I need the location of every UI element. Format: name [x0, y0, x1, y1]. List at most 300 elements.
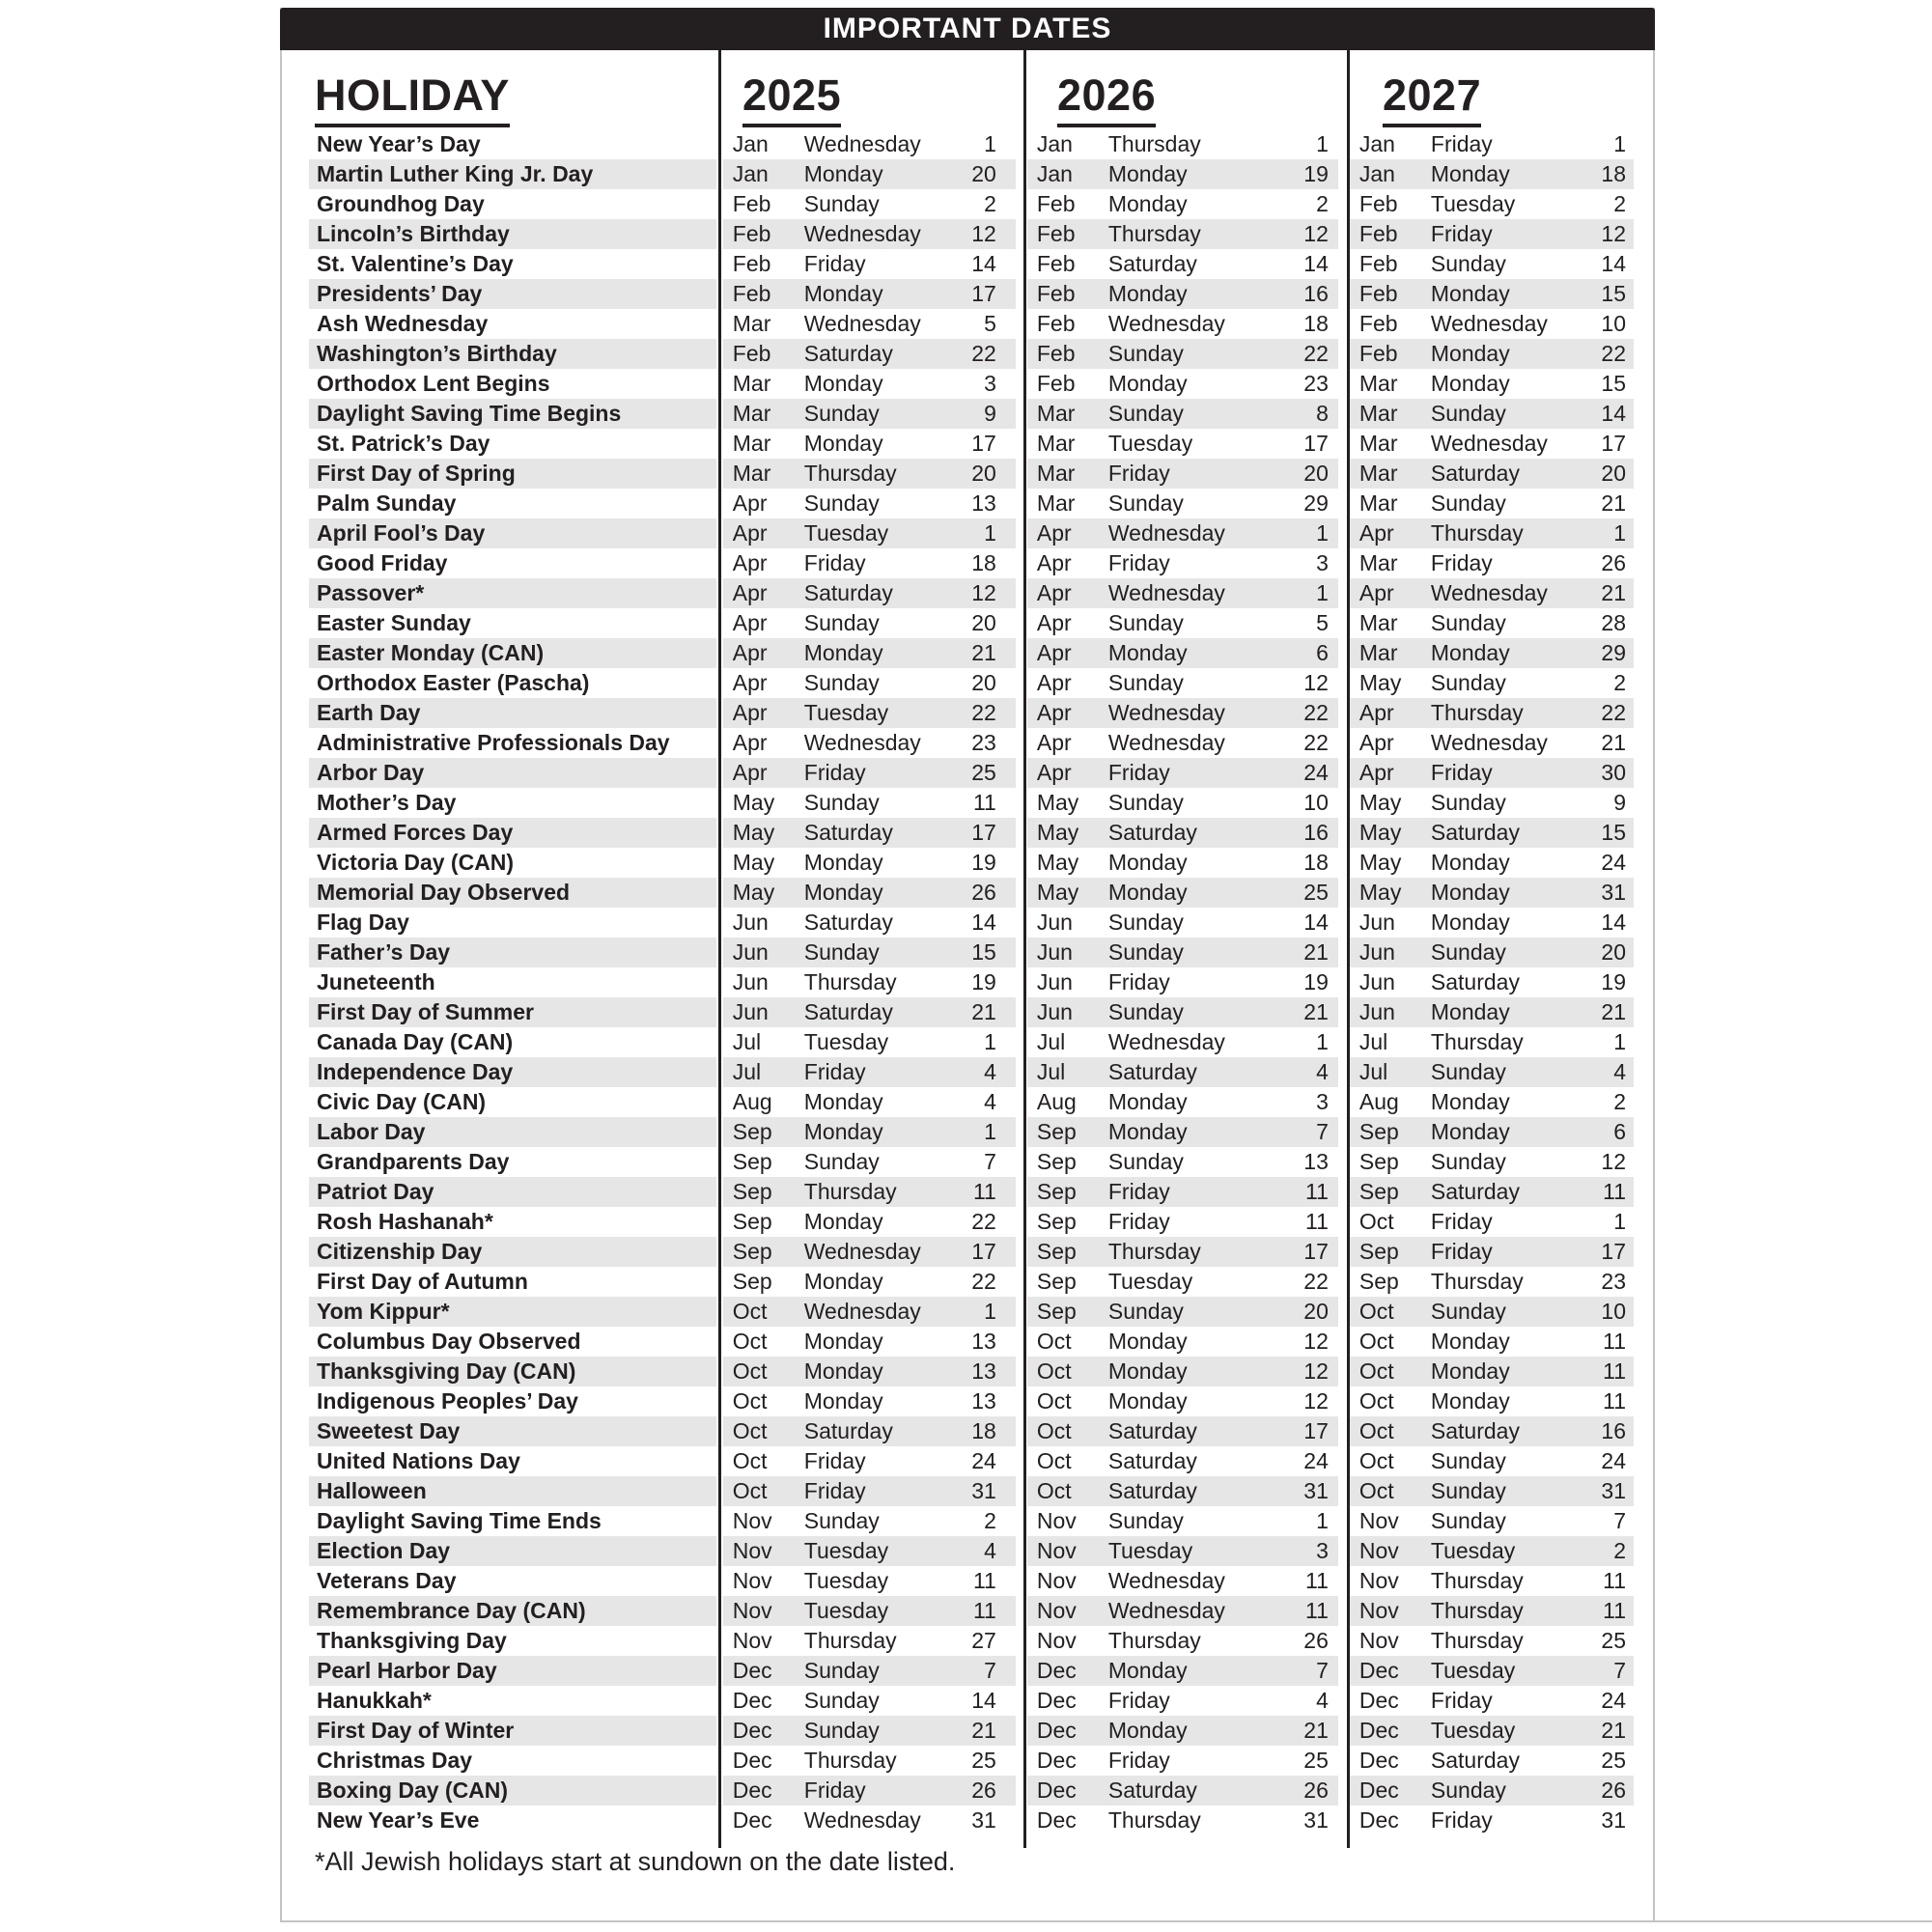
year-2026-cell	[1023, 279, 1346, 309]
day-cell: 20	[1303, 461, 1329, 486]
day-cell: 31	[971, 1478, 996, 1503]
table-row	[282, 848, 1653, 878]
day-cell: 19	[1601, 969, 1627, 994]
holiday-name: St. Patrick’s Day	[317, 431, 490, 456]
holiday-column-header: HOLIDAY	[315, 73, 510, 127]
holiday-name: Daylight Saving Time Ends	[317, 1508, 602, 1533]
year-2025-cell	[719, 1027, 1023, 1057]
weekday-cell: Sunday	[803, 939, 880, 965]
month-cell: Nov	[1358, 1508, 1399, 1533]
weekday-cell: Friday	[1430, 1688, 1493, 1713]
year-2025-cell	[719, 578, 1023, 608]
weekday-cell: Wednesday	[1107, 1598, 1225, 1623]
weekday-cell: Sunday	[1107, 610, 1184, 635]
day-cell: 31	[971, 1807, 996, 1833]
holiday-name: Remembrance Day (CAN)	[282, 1596, 719, 1626]
day-cell: 31	[1303, 1807, 1329, 1833]
year-2027-cell	[1346, 908, 1653, 938]
table-row	[282, 1746, 1653, 1776]
weekday-cell: Monday	[803, 371, 883, 396]
table-row	[282, 578, 1653, 608]
month-cell: Mar	[1358, 610, 1398, 635]
table-row	[282, 608, 1653, 638]
table-row	[282, 908, 1653, 938]
month-cell: Aug	[732, 1089, 772, 1114]
year-2025-cell	[719, 1327, 1023, 1357]
table-row	[282, 967, 1653, 997]
weekday-cell: Sunday	[803, 1658, 880, 1683]
day-cell: 1	[984, 520, 996, 546]
weekday-cell: Thursday	[803, 461, 897, 486]
weekday-cell: Sunday	[1430, 1149, 1506, 1174]
weekday-cell: Tuesday	[1430, 1658, 1516, 1683]
year-2026-cell	[1023, 1506, 1346, 1536]
year-2027-cell	[1346, 1566, 1653, 1596]
weekday-cell: Thursday	[803, 1179, 897, 1204]
holiday-name: Arbor Day	[282, 758, 719, 788]
month-cell: Jul	[1036, 1029, 1066, 1054]
holiday-name: Orthodox Easter (Pascha)	[317, 670, 590, 695]
month-cell: Oct	[732, 1358, 768, 1384]
table-row	[282, 429, 1653, 459]
month-cell: Jul	[1358, 1059, 1388, 1084]
table-row	[282, 728, 1653, 758]
year-2026-cell	[1023, 518, 1346, 548]
weekday-cell: Saturday	[803, 1418, 893, 1443]
weekday-cell: Sunday	[1430, 610, 1506, 635]
weekday-cell: Thursday	[1107, 1628, 1201, 1653]
day-cell: 23	[1601, 1269, 1627, 1294]
month-cell: Oct	[1036, 1358, 1072, 1384]
weekday-cell: Saturday	[1107, 1448, 1197, 1473]
year-2026-cell	[1023, 1596, 1346, 1626]
holiday-name: Thanksgiving Day	[317, 1628, 507, 1653]
year-2025-cell	[719, 518, 1023, 548]
table-row	[282, 1446, 1653, 1476]
year-2027-cell	[1346, 1806, 1653, 1835]
year-2026-cell	[1023, 129, 1346, 159]
day-cell: 21	[1601, 999, 1627, 1024]
month-cell: Nov	[1036, 1628, 1077, 1653]
year-2025-cell	[719, 1117, 1023, 1147]
year-2027-cell	[1346, 1476, 1653, 1506]
weekday-cell: Saturday	[1107, 1478, 1197, 1503]
year-2026-cell	[1023, 1686, 1346, 1716]
table-row	[282, 1207, 1653, 1237]
month-cell: Jan	[1358, 131, 1395, 156]
day-cell: 30	[1601, 760, 1627, 785]
month-cell: Jan	[1036, 131, 1073, 156]
day-cell: 18	[1303, 850, 1329, 875]
year-2025-cell	[719, 908, 1023, 938]
day-cell: 4	[984, 1059, 996, 1084]
weekday-cell: Friday	[1430, 1807, 1493, 1833]
weekday-cell: Sunday	[1430, 1778, 1506, 1803]
day-cell: 20	[1601, 939, 1627, 965]
holiday-name: United Nations Day	[317, 1448, 520, 1473]
month-cell: Apr	[1036, 520, 1072, 546]
holiday-name: Hanukkah*	[317, 1688, 432, 1713]
holiday-name: Earth Day	[282, 698, 719, 728]
month-cell: Jan	[732, 131, 769, 156]
year-2026-cell	[1023, 997, 1346, 1027]
year-2025-cell	[719, 548, 1023, 578]
holiday-name: Christmas Day	[317, 1748, 473, 1773]
day-cell: 1	[1316, 1508, 1329, 1533]
year-2025-cell	[719, 728, 1023, 758]
holiday-name: First Day of Autumn	[317, 1269, 528, 1294]
month-cell: Jul	[732, 1059, 762, 1084]
weekday-cell: Sunday	[1107, 790, 1184, 815]
weekday-cell: Saturday	[1430, 820, 1520, 845]
holiday-name: Thanksgiving Day (CAN)	[282, 1357, 719, 1386]
year-2026-cell	[1023, 249, 1346, 279]
month-cell: Nov	[1358, 1628, 1399, 1653]
day-cell: 25	[971, 760, 996, 785]
year-2026-cell	[1023, 159, 1346, 189]
month-cell: Mar	[1036, 401, 1076, 426]
table-row	[282, 698, 1653, 728]
weekday-cell: Saturday	[1430, 969, 1520, 994]
month-cell: Dec	[1036, 1658, 1077, 1683]
holiday-name: Veterans Day	[317, 1568, 457, 1593]
year-2026-cell	[1023, 1087, 1346, 1117]
weekday-cell: Monday	[1430, 1089, 1510, 1114]
day-cell: 15	[971, 939, 996, 965]
weekday-cell: Thursday	[1107, 221, 1201, 246]
day-cell: 11	[1603, 1568, 1627, 1593]
day-cell: 4	[984, 1538, 996, 1563]
weekday-cell: Wednesday	[803, 1299, 921, 1324]
month-cell: Mar	[732, 401, 771, 426]
weekday-cell: Friday	[1107, 760, 1170, 785]
day-cell: 7	[1613, 1508, 1627, 1533]
weekday-cell: Wednesday	[1430, 730, 1548, 755]
holiday-name: Orthodox Lent Begins	[317, 371, 550, 396]
month-cell: Aug	[1036, 1089, 1077, 1114]
month-cell: Apr	[1358, 520, 1394, 546]
day-cell: 27	[971, 1628, 996, 1653]
day-cell: 13	[971, 1329, 996, 1354]
day-cell: 25	[1303, 1748, 1329, 1773]
weekday-cell: Monday	[1107, 1388, 1188, 1414]
year-2027-cell	[1346, 1746, 1653, 1776]
weekday-cell: Saturday	[803, 580, 893, 605]
year-2027-cell	[1346, 129, 1653, 159]
day-cell: 1	[1613, 520, 1627, 546]
month-cell: Jun	[732, 939, 769, 965]
weekday-cell: Wednesday	[1107, 1029, 1225, 1054]
weekday-cell: Sunday	[803, 610, 880, 635]
day-cell: 2	[984, 191, 996, 216]
year-2026-cell	[1023, 1746, 1346, 1776]
day-cell: 2	[1613, 1089, 1627, 1114]
holiday-name: Sweetest Day	[282, 1416, 719, 1446]
weekday-cell: Sunday	[1107, 341, 1184, 366]
holiday-name: April Fool’s Day	[282, 518, 719, 548]
month-cell: Oct	[1036, 1388, 1072, 1414]
year-2027-cell	[1346, 279, 1653, 309]
day-cell: 10	[1601, 311, 1627, 336]
year-2026-cell	[1023, 908, 1346, 938]
day-cell: 17	[971, 281, 996, 306]
table-row	[282, 339, 1653, 369]
day-cell: 11	[1305, 1179, 1329, 1204]
day-cell: 1	[1316, 1029, 1329, 1054]
month-cell: Sep	[1036, 1119, 1077, 1144]
month-cell: Sep	[1036, 1209, 1077, 1234]
month-cell: Feb	[1036, 191, 1076, 216]
month-cell: Mar	[1036, 461, 1076, 486]
year-2025-cell	[719, 249, 1023, 279]
table-row	[282, 459, 1653, 489]
year-2026-cell	[1023, 489, 1346, 518]
year-2027-cell	[1346, 1656, 1653, 1686]
day-cell: 31	[1303, 1478, 1329, 1503]
day-cell: 17	[971, 820, 996, 845]
month-cell: Aug	[1358, 1089, 1399, 1114]
year-2025-cell	[719, 1386, 1023, 1416]
weekday-cell: Monday	[803, 1119, 883, 1144]
day-cell: 7	[1316, 1658, 1329, 1683]
month-cell: Feb	[732, 281, 771, 306]
weekday-cell: Wednesday	[803, 1807, 921, 1833]
year-2027-cell	[1346, 1446, 1653, 1476]
month-cell: Dec	[1358, 1718, 1399, 1743]
weekday-cell: Sunday	[1430, 1478, 1506, 1503]
weekday-cell: Saturday	[803, 910, 893, 935]
month-cell: May	[1036, 880, 1079, 905]
year-2026-cell	[1023, 548, 1346, 578]
month-cell: Oct	[732, 1478, 768, 1503]
table-row	[282, 399, 1653, 429]
month-cell: Mar	[1358, 401, 1398, 426]
holiday-name: Palm Sunday	[317, 490, 457, 516]
year-2025-cell	[719, 1267, 1023, 1297]
month-cell: May	[1036, 790, 1079, 815]
month-cell: Jun	[1036, 910, 1073, 935]
month-cell: Oct	[1358, 1358, 1394, 1384]
month-cell: Oct	[1358, 1209, 1394, 1234]
month-cell: Sep	[1358, 1239, 1399, 1264]
year-2026-cell	[1023, 1357, 1346, 1386]
weekday-cell: Tuesday	[1430, 191, 1516, 216]
month-cell: Mar	[1036, 431, 1076, 456]
month-cell: Apr	[732, 490, 768, 516]
holiday-name: Lincoln’s Birthday	[282, 219, 719, 249]
year-2027-cell	[1346, 1716, 1653, 1746]
holiday-name: Ash Wednesday	[317, 311, 489, 336]
day-cell: 4	[984, 1089, 996, 1114]
weekday-cell: Monday	[803, 161, 883, 186]
weekday-cell: Sunday	[803, 1508, 880, 1533]
year-2025-cell	[719, 1446, 1023, 1476]
day-cell: 21	[1303, 999, 1329, 1024]
table-row	[282, 1536, 1653, 1566]
month-cell: Jul	[732, 1029, 762, 1054]
day-cell: 11	[1305, 1568, 1329, 1593]
year-2026-cell	[1023, 818, 1346, 848]
day-cell: 9	[984, 401, 996, 426]
weekday-cell: Sunday	[803, 1688, 880, 1713]
year-2026-cell	[1023, 668, 1346, 698]
weekday-cell: Sunday	[1107, 910, 1184, 935]
year-2027-cell	[1346, 1416, 1653, 1446]
year-2027-cell	[1346, 1117, 1653, 1147]
day-cell: 22	[1303, 700, 1329, 725]
year-2026-cell	[1023, 309, 1346, 339]
table-row	[282, 1506, 1653, 1536]
month-cell: Oct	[1358, 1329, 1394, 1354]
day-cell: 5	[1316, 610, 1329, 635]
day-cell: 11	[972, 1598, 996, 1623]
day-cell: 2	[1613, 670, 1627, 695]
month-cell: May	[1358, 820, 1402, 845]
table-row	[282, 1177, 1653, 1207]
holiday-name: Rosh Hashanah*	[317, 1209, 493, 1234]
weekday-cell: Wednesday	[1430, 580, 1548, 605]
table-row	[282, 1806, 1653, 1835]
month-cell: Apr	[1036, 610, 1072, 635]
month-cell: Oct	[1036, 1448, 1072, 1473]
weekday-cell: Thursday	[1107, 131, 1201, 156]
year-2027-cell	[1346, 1327, 1653, 1357]
year-2026-cell	[1023, 339, 1346, 369]
month-cell: Nov	[732, 1508, 772, 1533]
weekday-cell: Friday	[1430, 550, 1493, 575]
weekday-cell: Monday	[803, 640, 883, 665]
weekday-cell: Wednesday	[1107, 730, 1225, 755]
weekday-cell: Friday	[803, 1478, 866, 1503]
day-cell: 22	[1303, 341, 1329, 366]
month-cell: Oct	[1358, 1299, 1394, 1324]
day-cell: 4	[1613, 1059, 1627, 1084]
day-cell: 26	[971, 1778, 996, 1803]
day-cell: 21	[1303, 1718, 1329, 1743]
weekday-cell: Monday	[1107, 281, 1188, 306]
year-2026-cell	[1023, 848, 1346, 878]
month-cell: May	[1036, 850, 1079, 875]
day-cell: 9	[1613, 790, 1627, 815]
year-2026-cell	[1023, 578, 1346, 608]
month-cell: Oct	[1358, 1478, 1394, 1503]
holiday-name: Martin Luther King Jr. Day	[282, 159, 719, 189]
day-cell: 2	[984, 1508, 996, 1533]
year-2026-cell	[1023, 1027, 1346, 1057]
month-cell: Dec	[1036, 1807, 1077, 1833]
year-2025-cell	[719, 848, 1023, 878]
month-cell: Jun	[1358, 999, 1395, 1024]
year-2025-cell	[719, 309, 1023, 339]
footnote: *All Jewish holidays start at sundown on the date listed.	[315, 1847, 956, 1876]
month-cell: Nov	[732, 1598, 772, 1623]
year-2025-cell	[719, 1536, 1023, 1566]
year-2027-cell	[1346, 489, 1653, 518]
month-cell: Feb	[1358, 311, 1398, 336]
day-cell: 13	[971, 1358, 996, 1384]
year-2026-column-header: 2026	[1057, 73, 1156, 127]
day-cell: 21	[1601, 490, 1627, 516]
month-cell: Mar	[732, 371, 771, 396]
weekday-cell: Sunday	[1107, 490, 1184, 516]
year-2026-cell	[1023, 1476, 1346, 1506]
month-cell: Sep	[732, 1179, 772, 1204]
weekday-cell: Wednesday	[1107, 520, 1225, 546]
weekday-cell: Thursday	[803, 1628, 897, 1653]
table-row	[282, 219, 1653, 249]
month-cell: Apr	[732, 640, 768, 665]
weekday-cell: Monday	[1107, 640, 1188, 665]
month-cell: Oct	[1036, 1478, 1072, 1503]
table-row	[282, 1716, 1653, 1746]
table-row	[282, 997, 1653, 1027]
year-2025-cell	[719, 459, 1023, 489]
day-cell: 14	[1601, 251, 1627, 276]
day-cell: 19	[971, 850, 996, 875]
day-cell: 1	[1316, 520, 1329, 546]
year-2025-cell	[719, 1087, 1023, 1117]
month-cell: Feb	[1358, 251, 1398, 276]
weekday-cell: Sunday	[1430, 1448, 1506, 1473]
year-2026-cell	[1023, 1566, 1346, 1596]
month-cell: May	[732, 880, 775, 905]
day-cell: 1	[1613, 1029, 1627, 1054]
day-cell: 21	[1601, 1718, 1627, 1743]
table-row	[282, 1416, 1653, 1446]
day-cell: 12	[1303, 1388, 1329, 1414]
year-2026-cell	[1023, 399, 1346, 429]
day-cell: 25	[1601, 1628, 1627, 1653]
weekday-cell: Tuesday	[1107, 1269, 1193, 1294]
day-cell: 14	[971, 251, 996, 276]
year-2027-cell	[1346, 249, 1653, 279]
weekday-cell: Sunday	[1430, 401, 1506, 426]
day-cell: 16	[1601, 1418, 1627, 1443]
month-cell: Nov	[732, 1538, 772, 1563]
month-cell: Jul	[1036, 1059, 1066, 1084]
month-cell: Feb	[1036, 341, 1076, 366]
holiday-name: Citizenship Day	[282, 1237, 719, 1267]
day-cell: 7	[984, 1149, 996, 1174]
year-2026-cell	[1023, 429, 1346, 459]
year-2025-cell	[719, 399, 1023, 429]
holiday-name: Administrative Professionals Day	[317, 730, 670, 755]
month-cell: Sep	[1036, 1239, 1077, 1264]
year-2027-cell	[1346, 339, 1653, 369]
year-2025-cell	[719, 1716, 1023, 1746]
day-cell: 25	[1601, 1748, 1627, 1773]
day-cell: 17	[1601, 1239, 1627, 1264]
weekday-cell: Wednesday	[1430, 431, 1548, 456]
weekday-cell: Sunday	[1107, 939, 1184, 965]
weekday-cell: Sunday	[1107, 1299, 1184, 1324]
weekday-cell: Monday	[1430, 850, 1510, 875]
month-cell: Nov	[1358, 1568, 1399, 1593]
day-cell: 22	[971, 1209, 996, 1234]
year-2027-cell	[1346, 548, 1653, 578]
year-2027-column-header: 2027	[1383, 73, 1481, 127]
holiday-name: Yom Kippur*	[282, 1297, 719, 1327]
weekday-cell: Monday	[1430, 1358, 1510, 1384]
weekday-cell: Monday	[1430, 640, 1510, 665]
weekday-cell: Friday	[803, 1059, 866, 1084]
holiday-name: Election Day	[282, 1536, 719, 1566]
weekday-cell: Sunday	[1430, 939, 1506, 965]
month-cell: Sep	[1358, 1119, 1399, 1144]
weekday-cell: Friday	[803, 251, 866, 276]
year-2027-cell	[1346, 1536, 1653, 1566]
month-cell: Nov	[1036, 1598, 1077, 1623]
